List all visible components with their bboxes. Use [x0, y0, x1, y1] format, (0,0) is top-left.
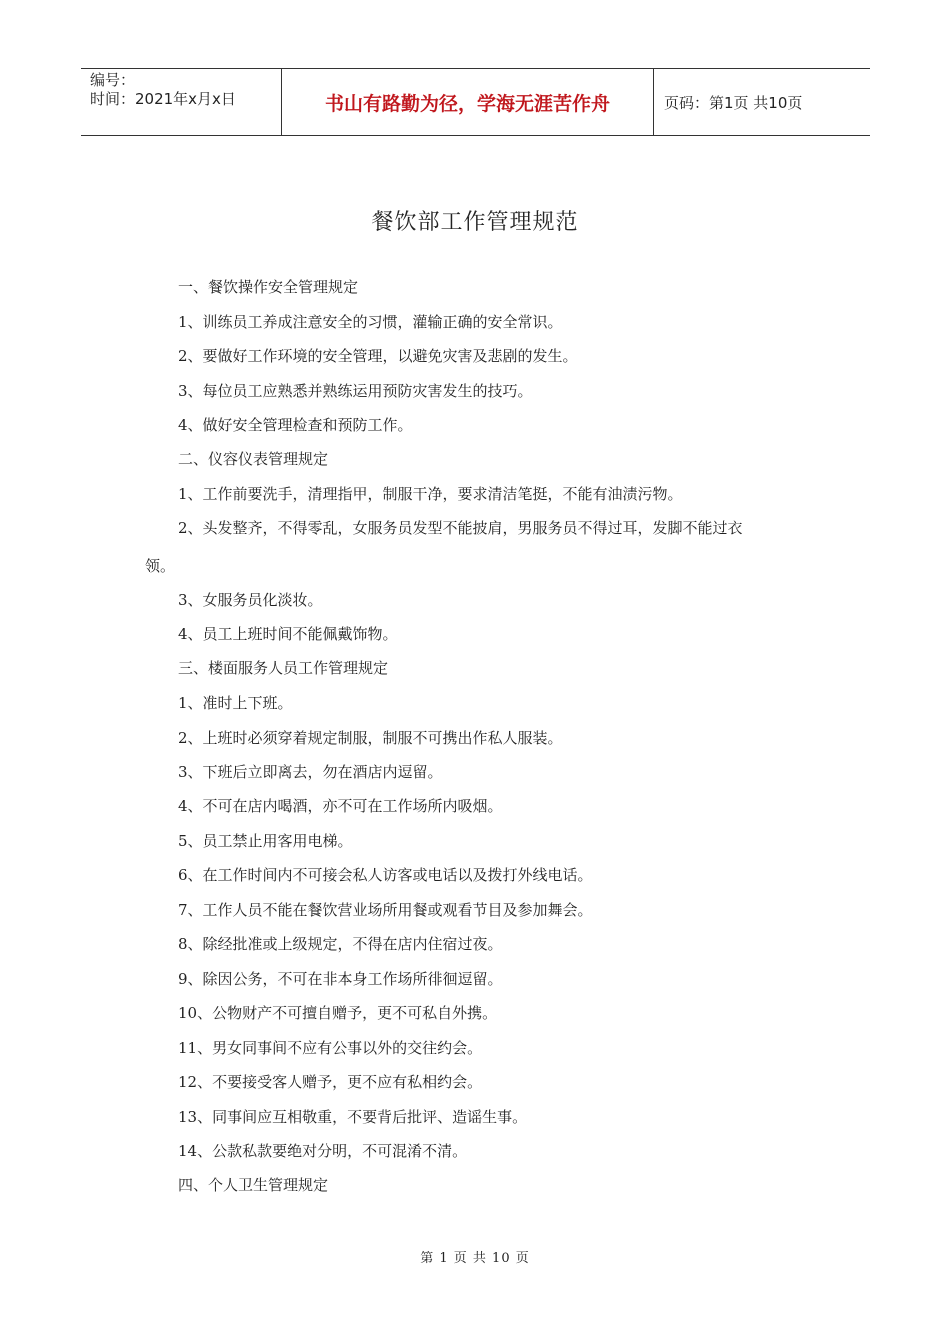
paragraph: 4、做好安全管理检查和预防工作。	[178, 416, 413, 434]
paragraph: 13、同事间应互相敬重，不要背后批评、造谣生事。	[178, 1108, 528, 1126]
paragraph: 2、上班时必须穿着规定制服，制服不可携出作私人服装。	[178, 729, 563, 747]
document-title: 餐饮部工作管理规范	[371, 210, 579, 235]
paragraph: 四、个人卫生管理规定	[178, 1176, 329, 1194]
paragraph: 5、员工禁止用客用电梯。	[178, 832, 353, 850]
paragraph: 6、在工作时间内不可接会私人访客或电话以及拨打外线电话。	[178, 866, 593, 884]
page-footer: 第 1 页 共 10 页	[420, 1251, 530, 1266]
paragraph: 3、下班后立即离去，勿在酒店内逗留。	[178, 763, 443, 781]
paragraph: 1、训练员工养成注意安全的习惯，灌输正确的安全常识。	[178, 313, 563, 331]
paragraph: 3、女服务员化淡妆。	[178, 591, 323, 609]
paragraph: 4、员工上班时间不能佩戴饰物。	[178, 625, 398, 643]
paragraph: 4、不可在店内喝酒，亦不可在工作场所内吸烟。	[178, 797, 503, 815]
paragraph: 9、除因公务，不可在非本身工作场所徘徊逗留。	[178, 970, 503, 988]
paragraph: 10、公物财产不可擅自赠予，更不可私自外携。	[178, 1004, 498, 1022]
header-page-info: 页码：第1页 共10页	[664, 93, 803, 112]
paragraph: 2、要做好工作环境的安全管理，以避免灾害及悲剧的发生。	[178, 347, 578, 365]
document-header	[81, 68, 870, 136]
paragraph: 1、工作前要洗手，清理指甲，制服干净，要求清洁笔挺，不能有油渍污物。	[178, 485, 683, 503]
number-label: 编号：	[90, 71, 136, 89]
paragraph: 1、准时上下班。	[178, 694, 293, 712]
header-motto: 书山有路勤为径，学海无涯苦作舟	[282, 69, 654, 135]
paragraph: 二、仪容仪表管理规定	[178, 450, 329, 468]
paragraph: 一、餐饮操作安全管理规定	[178, 278, 359, 296]
paragraph: 2、头发整齐，不得零乱，女服务员发型不能披肩，男服务员不得过耳，发脚不能过衣	[178, 519, 743, 537]
paragraph: 3、每位员工应熟悉并熟练运用预防灾害发生的技巧。	[178, 382, 533, 400]
paragraph: 11、男女同事间不应有公事以外的交往约会。	[178, 1039, 483, 1057]
paragraph: 8、除经批准或上级规定，不得在店内住宿过夜。	[178, 935, 503, 953]
time-label: 时间：2021年x月x日	[90, 90, 236, 108]
paragraph: 三、楼面服务人员工作管理规定	[178, 659, 389, 677]
paragraph: 7、工作人员不能在餐饮营业场所用餐或观看节目及参加舞会。	[178, 901, 593, 919]
paragraph: 12、不要接受客人赠予，更不应有私相约会。	[178, 1073, 483, 1091]
paragraph: 领。	[145, 557, 176, 575]
paragraph: 14、公款私款要绝对分明，不可混淆不清。	[178, 1142, 468, 1160]
header-meta	[81, 69, 282, 135]
